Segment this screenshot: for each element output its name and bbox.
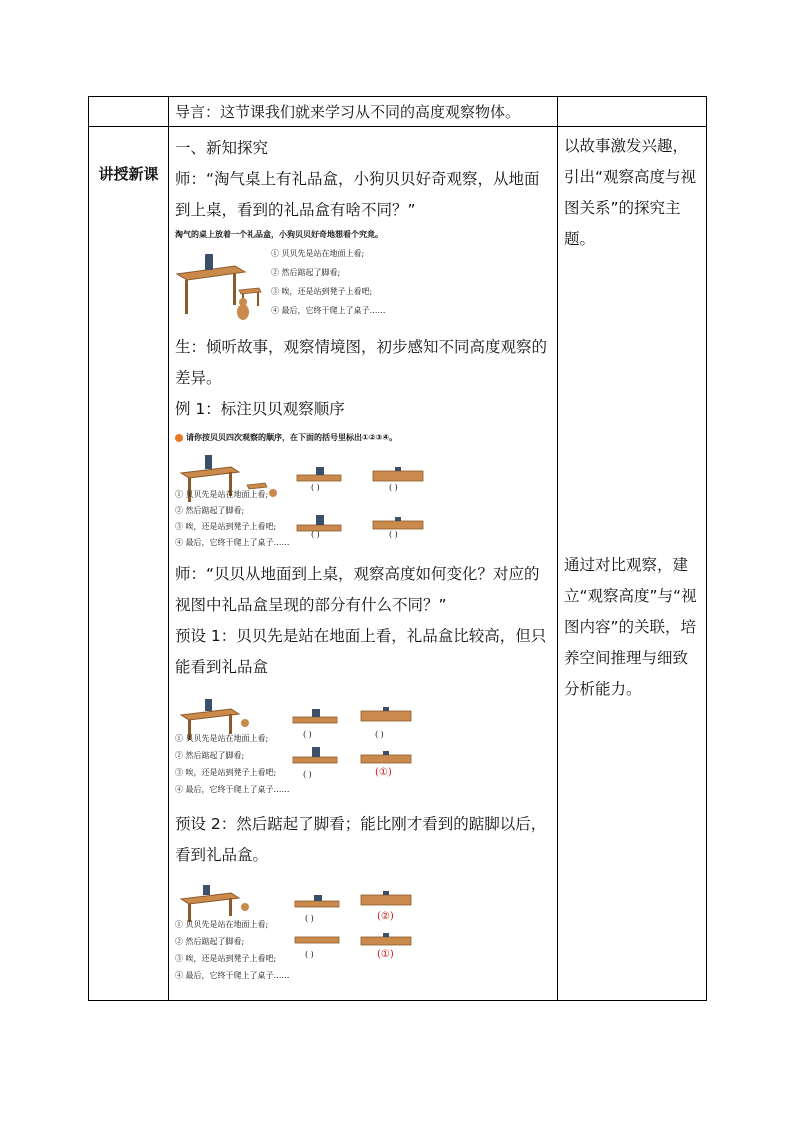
figure3-step-3: ③ 唉，还是站到凳子上看吧; <box>175 768 277 777</box>
figure4-step-2: ② 然后踮起了脚看; <box>175 937 245 946</box>
figure3-step-1: ① 贝贝先是站在地面上看; <box>175 734 269 743</box>
figure2-paren-1: ( ) <box>311 483 320 492</box>
teacher-question-2: 师：“贝贝从地面到上桌，观察高度如何变化？对应的视图中礼品盒呈现的部分有什么不同？” <box>175 565 540 614</box>
figure1-step-4: ④ 最后，它终于爬上了桌子…… <box>271 306 386 315</box>
figure2-step-1: ① 贝贝先是站在地面上看; <box>175 490 269 499</box>
main-row <box>89 127 707 1001</box>
figure4-step-3: ③ 唉，还是站到凳子上看吧; <box>175 954 277 963</box>
figure3-paren-1: ( ) <box>303 730 312 739</box>
figure2-paren-2: ( ) <box>389 483 398 492</box>
figure2-step-4: ④ 最后，它终于爬上了桌子…… <box>175 538 290 547</box>
figure4-answer-b: (①) <box>377 949 394 960</box>
preset-2: 预设 2：然后踮起了脚看；能比刚才看到的踮脚以后，看到礼品盒。 <box>175 815 547 864</box>
figure1-step-3: ③ 唉，还是站到凳子上看吧; <box>271 287 373 296</box>
content-cell <box>169 127 558 1001</box>
orange-bullet-icon <box>175 434 183 442</box>
figure-story <box>175 230 415 330</box>
figure-preset-2 <box>175 885 415 989</box>
figure3-paren-2: ( ) <box>375 730 384 739</box>
figure-preset-1 <box>175 697 415 807</box>
section-label: 讲授新课 <box>89 127 169 1001</box>
student-response: 生：倾听故事，观察情境图，初步感知不同高度观察的差异。 <box>175 338 548 387</box>
figure2-step-3: ③ 唉，还是站到凳子上看吧; <box>175 522 277 531</box>
figure4-paren-2: ( ) <box>305 950 314 959</box>
figure4-answer-a: (②) <box>377 911 394 922</box>
intro-row <box>89 97 707 127</box>
preset-1: 预设 1：贝贝先是站在地面上看，礼品盒比较高，但只能看到礼品盒 <box>175 627 547 676</box>
figure1-title: 淘气的桌上放着一个礼品盒，小狗贝贝好奇地想看个究竟。 <box>175 230 383 239</box>
figure1-step-1: ① 贝贝先是站在地面上看; <box>271 249 365 258</box>
figure-exercise <box>175 429 431 557</box>
figure4-step-1: ① 贝贝先是站在地面上看; <box>175 920 269 929</box>
example-1: 例 1：标注贝贝观察顺序 <box>175 400 345 418</box>
heading: 一、新知探究 <box>175 139 269 157</box>
figure3-step-2: ② 然后踮起了脚看; <box>175 751 245 760</box>
note-2: 通过对比观察，建立“观察高度”与“视图内容”的关联，培养空间推理与细致分析能力。 <box>564 556 697 698</box>
figure1-step-2: ② 然后踮起了脚看; <box>271 268 341 277</box>
note-1: 以故事激发兴趣，引出“观察高度与视图关系”的探究主题。 <box>564 137 697 248</box>
figure4-step-4: ④ 最后，它终于爬上了桌子…… <box>175 971 290 980</box>
figure2-title: 请你按贝贝四次观察的顺序，在下面的括号里标出①②③④。 <box>186 433 398 442</box>
figure3-step-4: ④ 最后，它终于爬上了桌子…… <box>175 785 290 794</box>
figure3-answer: (①) <box>375 767 392 778</box>
figure2-step-2: ② 然后踮起了脚看; <box>175 506 245 515</box>
figure3-paren-3: ( ) <box>303 770 312 779</box>
teacher-question-1: 师：“淘气桌上有礼品盒，小狗贝贝好奇观察，从地面到上桌，看到的礼品盒有啥不同？” <box>175 170 540 219</box>
lesson-table <box>88 96 707 1001</box>
figure2-paren-4: ( ) <box>389 530 398 539</box>
notes-cell <box>558 127 707 1001</box>
intro-label-cell <box>89 97 169 127</box>
figure2-paren-3: ( ) <box>311 530 320 539</box>
intro-note-cell <box>558 97 707 127</box>
intro-text: 导言：这节课我们就来学习从不同的高度观察物体。 <box>169 97 558 127</box>
figure4-paren-1: ( ) <box>305 914 314 923</box>
